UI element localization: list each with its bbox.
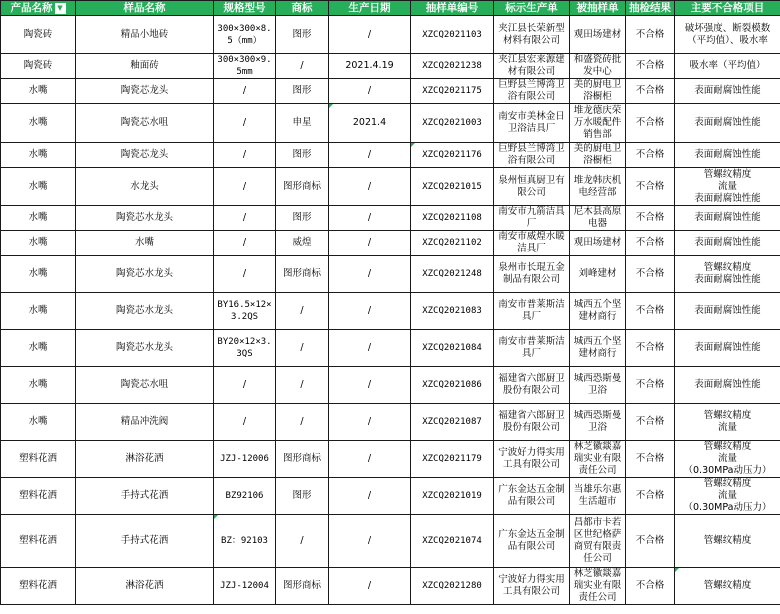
cell-maker[interactable]: 宁波好力得实用工具有限公司 — [494, 568, 570, 605]
cell-sample[interactable]: 水龙头 — [76, 168, 214, 206]
cell-seller[interactable]: 美的厨电卫浴橱柜 — [570, 143, 626, 168]
cell-date[interactable]: 2021.4 — [329, 104, 411, 143]
cell-sample[interactable]: 手持式花洒 — [76, 478, 214, 515]
cell-product[interactable]: 陶瓷砖 — [1, 54, 76, 79]
cell-result[interactable]: 不合格 — [626, 54, 675, 79]
cell-maker[interactable]: 泉州市长琨五金制品有限公司 — [494, 256, 570, 293]
cell-date[interactable]: / — [329, 256, 411, 293]
cell-date[interactable]: / — [329, 79, 411, 104]
cell-result[interactable]: 不合格 — [626, 404, 675, 441]
cell-result[interactable]: 不合格 — [626, 568, 675, 605]
cell-seller[interactable]: 观田场建材 — [570, 16, 626, 54]
cell-seller[interactable]: 林芝徽燚嘉瑞实业有限责任公司 — [570, 568, 626, 605]
cell-code[interactable]: XZCQ2021083 — [411, 293, 494, 330]
cell-brand[interactable]: 申星 — [276, 104, 329, 143]
cell-sample[interactable]: 精品小地砖 — [76, 16, 214, 54]
table-row — [1, 367, 780, 404]
cell-maker[interactable]: 巨野县兰博湾卫浴有限公司 — [494, 143, 570, 168]
header-maker[interactable]: 标示生产单 — [494, 1, 570, 16]
cell-result[interactable]: 不合格 — [626, 367, 675, 404]
cell-product[interactable]: 水嘴 — [1, 256, 76, 293]
cell-spec[interactable]: / — [214, 168, 276, 206]
cell-date[interactable]: / — [329, 16, 411, 54]
cell-code[interactable]: XZCQ2021074 — [411, 515, 494, 568]
table-row — [1, 404, 780, 441]
cell-items[interactable]: 表面耐腐蚀性能 — [675, 104, 780, 143]
cell-items[interactable]: 表面耐腐蚀性能 — [675, 231, 780, 256]
header-result[interactable]: 抽检结果 — [626, 1, 675, 16]
cell-date[interactable]: / — [329, 367, 411, 404]
cell-brand[interactable]: 图形 — [276, 478, 329, 515]
cell-result[interactable]: 不合格 — [626, 293, 675, 330]
cell-date[interactable]: / — [329, 441, 411, 478]
cell-product[interactable]: 塑料花洒 — [1, 478, 76, 515]
cell-seller[interactable]: 林芝徽燚嘉瑞实业有限责任公司 — [570, 441, 626, 478]
cell-seller[interactable]: 城西恐斯曼卫浴 — [570, 404, 626, 441]
cell-code[interactable]: XZCQ2021103 — [411, 16, 494, 54]
cell-product[interactable]: 水嘴 — [1, 293, 76, 330]
cell-maker[interactable]: 夹江县宏来源建材有限公司 — [494, 54, 570, 79]
cell-product[interactable]: 陶瓷砖 — [1, 16, 76, 54]
cell-maker[interactable]: 福建省六郎厨卫股份有限公司 — [494, 367, 570, 404]
cell-sample[interactable]: 釉面砖 — [76, 54, 214, 79]
cell-result[interactable]: 不合格 — [626, 231, 675, 256]
cell-seller[interactable]: 昌都市卡若区世纪格萨商贸有限责任公司 — [570, 515, 626, 568]
cell-items[interactable]: 管螺纹精度 流量 表面耐腐蚀性能 — [675, 168, 780, 206]
cell-code[interactable]: XZCQ2021248 — [411, 256, 494, 293]
cell-seller[interactable]: 刘峰建材 — [570, 256, 626, 293]
cell-result[interactable]: 不合格 — [626, 16, 675, 54]
table-row — [1, 293, 780, 330]
header-sample[interactable]: 样品名称 — [76, 1, 214, 16]
cell-code[interactable]: XZCQ2021280 — [411, 568, 494, 605]
cell-seller[interactable]: 美的厨电卫浴橱柜 — [570, 79, 626, 104]
cell-items[interactable]: 管螺纹精度 — [675, 568, 780, 605]
table-row — [1, 478, 780, 515]
cell-date[interactable]: / — [329, 143, 411, 168]
cell-items[interactable]: 表面耐腐蚀性能 — [675, 293, 780, 330]
filter-icon[interactable]: ▼ — [55, 3, 66, 14]
cell-date[interactable]: 2021.4.19 — [329, 54, 411, 79]
cell-code[interactable]: XZCQ2021084 — [411, 330, 494, 367]
cell-maker[interactable]: 宁波好力得实用工具有限公司 — [494, 441, 570, 478]
cell-seller[interactable]: 观田场建材 — [570, 231, 626, 256]
cell-maker[interactable]: 福建省六郎厨卫股份有限公司 — [494, 404, 570, 441]
cell-spec[interactable]: / — [214, 231, 276, 256]
table-row — [1, 206, 780, 231]
cell-spec[interactable]: JZJ-12004 — [214, 568, 276, 605]
cell-result[interactable]: 不合格 — [626, 206, 675, 231]
cell-brand[interactable]: / — [276, 54, 329, 79]
cell-maker[interactable]: 南安市威煌水暖洁具厂 — [494, 231, 570, 256]
cell-sample[interactable]: 陶瓷芯水龙头 — [76, 330, 214, 367]
cell-code[interactable]: XZCQ2021086 — [411, 367, 494, 404]
cell-date[interactable]: / — [329, 231, 411, 256]
cell-product[interactable]: 水嘴 — [1, 367, 76, 404]
cell-sample[interactable]: 陶瓷芯水龙头 — [76, 256, 214, 293]
header-code[interactable]: 抽样单编号 — [411, 1, 494, 16]
table-row — [1, 79, 780, 104]
cell-maker[interactable]: 南安市美林金日卫浴洁具厂 — [494, 104, 570, 143]
cell-sample[interactable]: 手持式花洒 — [76, 515, 214, 568]
cell-items[interactable]: 破坏强度、断裂模数（平均值）、吸水率 — [675, 16, 780, 54]
cell-product[interactable]: 水嘴 — [1, 206, 76, 231]
cell-sample[interactable]: 淋浴花洒 — [76, 568, 214, 605]
cell-items[interactable]: 表面耐腐蚀性能 — [675, 367, 780, 404]
cell-date[interactable]: / — [329, 168, 411, 206]
cell-sample[interactable]: 陶瓷芯水龙头 — [76, 293, 214, 330]
cell-code[interactable]: XZCQ2021176 — [411, 143, 494, 168]
cell-maker[interactable]: 南安市普莱斯洁具厂 — [494, 330, 570, 367]
cell-brand[interactable]: / — [276, 293, 329, 330]
cell-code[interactable]: XZCQ2021003 — [411, 104, 494, 143]
cell-items[interactable]: 管螺纹精度 表面耐腐蚀性能 — [675, 256, 780, 293]
cell-result[interactable]: 不合格 — [626, 441, 675, 478]
cell-sample[interactable]: 陶瓷芯水龙头 — [76, 206, 214, 231]
cell-date[interactable]: / — [329, 330, 411, 367]
table-row — [1, 104, 780, 143]
cell-items[interactable]: 表面耐腐蚀性能 — [675, 206, 780, 231]
cell-spec[interactable]: / — [214, 79, 276, 104]
cell-code[interactable]: XZCQ2021175 — [411, 79, 494, 104]
cell-spec[interactable]: / — [214, 367, 276, 404]
cell-code[interactable]: XZCQ2021102 — [411, 231, 494, 256]
cell-spec[interactable]: 300×300×9.5mm — [214, 54, 276, 79]
cell-sample[interactable]: 陶瓷芯龙头 — [76, 143, 214, 168]
header-product[interactable]: 产品名称 ▼ — [1, 1, 76, 16]
cell-brand[interactable]: 图形商标 — [276, 441, 329, 478]
cell-product[interactable]: 水嘴 — [1, 404, 76, 441]
cell-spec[interactable]: / — [214, 256, 276, 293]
cell-date[interactable]: / — [329, 206, 411, 231]
cell-result[interactable]: 不合格 — [626, 79, 675, 104]
cell-brand[interactable]: 图形商标 — [276, 568, 329, 605]
table-row — [1, 330, 780, 367]
cell-spec[interactable]: / — [214, 143, 276, 168]
cell-code[interactable]: XZCQ2021238 — [411, 54, 494, 79]
cell-product[interactable]: 水嘴 — [1, 168, 76, 206]
table-row — [1, 143, 780, 168]
cell-result[interactable]: 不合格 — [626, 168, 675, 206]
cell-brand[interactable]: 图形 — [276, 16, 329, 54]
header-date[interactable]: 生产日期 — [329, 1, 411, 16]
cell-spec[interactable]: BY20×12×3.3QS — [214, 330, 276, 367]
cell-result[interactable]: 不合格 — [626, 143, 675, 168]
header-seller[interactable]: 被抽样单 — [570, 1, 626, 16]
header-brand[interactable]: 商标 — [276, 1, 329, 16]
cell-seller[interactable]: 堆龙韩庆机电经营部 — [570, 168, 626, 206]
cell-spec[interactable]: BZ92106 — [214, 478, 276, 515]
cell-seller[interactable]: 城西五个坚建材商行 — [570, 330, 626, 367]
cell-items[interactable]: 表面耐腐蚀性能 — [675, 330, 780, 367]
cell-code[interactable]: XZCQ2021015 — [411, 168, 494, 206]
cell-seller[interactable]: 当雄乐尔惠生活超市 — [570, 478, 626, 515]
header-spec[interactable]: 规格型号 — [214, 1, 276, 16]
cell-result[interactable]: 不合格 — [626, 104, 675, 143]
cell-items[interactable]: 吸水率（平均值） — [675, 54, 780, 79]
cell-result[interactable]: 不合格 — [626, 515, 675, 568]
cell-product[interactable]: 水嘴 — [1, 231, 76, 256]
table-row — [1, 256, 780, 293]
cell-brand[interactable]: / — [276, 330, 329, 367]
cell-code[interactable]: XZCQ2021087 — [411, 404, 494, 441]
cell-date[interactable]: / — [329, 515, 411, 568]
cell-product[interactable]: 水嘴 — [1, 143, 76, 168]
cell-product[interactable]: 塑料花洒 — [1, 515, 76, 568]
cell-items[interactable]: 管螺纹精度 流量 （0.30MPa动压力） — [675, 478, 780, 515]
cell-spec[interactable]: / — [214, 104, 276, 143]
cell-brand[interactable]: 图形商标 — [276, 256, 329, 293]
cell-maker[interactable]: 广东金达五金制品有限公司 — [494, 478, 570, 515]
table-row — [1, 54, 780, 79]
cell-maker[interactable]: 夹江县长荣新型材料有限公司 — [494, 16, 570, 54]
cell-product[interactable]: 水嘴 — [1, 104, 76, 143]
cell-result[interactable]: 不合格 — [626, 256, 675, 293]
header-items[interactable]: 主要不合格项目 — [675, 1, 780, 16]
cell-seller[interactable]: 尼木县高原电器 — [570, 206, 626, 231]
cell-sample[interactable]: 陶瓷芯龙头 — [76, 79, 214, 104]
cell-date[interactable]: / — [329, 568, 411, 605]
cell-spec[interactable]: BZ：92103 — [214, 515, 276, 568]
cell-product[interactable]: 水嘴 — [1, 79, 76, 104]
table-row — [1, 168, 780, 206]
cell-seller[interactable]: 城西恐斯曼卫浴 — [570, 367, 626, 404]
cell-product[interactable]: 塑料花洒 — [1, 568, 76, 605]
cell-maker[interactable]: 南安市九箭洁具厂 — [494, 206, 570, 231]
cell-maker[interactable]: 广东金达五金制品有限公司 — [494, 515, 570, 568]
cell-spec[interactable]: 300×300×8.5（mm） — [214, 16, 276, 54]
cell-items[interactable]: 管螺纹精度 — [675, 515, 780, 568]
cell-date[interactable]: / — [329, 404, 411, 441]
cell-brand[interactable]: / — [276, 367, 329, 404]
cell-sample[interactable]: 陶瓷芯水咀 — [76, 104, 214, 143]
cell-spec[interactable]: / — [214, 404, 276, 441]
cell-brand[interactable]: 威煌 — [276, 231, 329, 256]
cell-code[interactable]: XZCQ2021179 — [411, 441, 494, 478]
table-row — [1, 231, 780, 256]
cell-brand[interactable]: / — [276, 515, 329, 568]
cell-brand[interactable]: 图形商标 — [276, 168, 329, 206]
cell-result[interactable]: 不合格 — [626, 478, 675, 515]
cell-items[interactable]: 表面耐腐蚀性能 — [675, 79, 780, 104]
cell-seller[interactable]: 城西五个坚建材商行 — [570, 293, 626, 330]
header-row — [1, 1, 780, 16]
cell-maker[interactable]: 泉州恒真厨卫有限公司 — [494, 168, 570, 206]
cell-brand[interactable]: 图形 — [276, 143, 329, 168]
cell-code[interactable]: XZCQ2021019 — [411, 478, 494, 515]
cell-sample[interactable]: 水嘴 — [76, 231, 214, 256]
cell-brand[interactable]: 图形 — [276, 79, 329, 104]
cell-result[interactable]: 不合格 — [626, 330, 675, 367]
cell-date[interactable]: / — [329, 478, 411, 515]
cell-spec[interactable]: BY16.5×12×3.2QS — [214, 293, 276, 330]
cell-items[interactable]: 表面耐腐蚀性能 — [675, 143, 780, 168]
cell-seller[interactable]: 堆龙德庆荣万水暖配件销售部 — [570, 104, 626, 143]
cell-brand[interactable]: 图形 — [276, 206, 329, 231]
table-row — [1, 515, 780, 568]
cell-brand[interactable]: / — [276, 404, 329, 441]
cell-sample[interactable]: 精品冲洗阀 — [76, 404, 214, 441]
cell-product[interactable]: 水嘴 — [1, 330, 76, 367]
cell-seller[interactable]: 和盛瓷砖批发中心 — [570, 54, 626, 79]
cell-spec[interactable]: JZJ-12006 — [214, 441, 276, 478]
cell-items[interactable]: 管螺纹精度 流量 （0.30MPa动压力） — [675, 441, 780, 478]
table-row — [1, 441, 780, 478]
cell-items[interactable]: 管螺纹精度 流量 — [675, 404, 780, 441]
table-row — [1, 16, 780, 54]
table-row — [1, 568, 780, 605]
cell-sample[interactable]: 陶瓷芯水咀 — [76, 367, 214, 404]
cell-code[interactable]: XZCQ2021108 — [411, 206, 494, 231]
cell-product[interactable]: 塑料花洒 — [1, 441, 76, 478]
cell-spec[interactable]: / — [214, 206, 276, 231]
cell-date[interactable]: / — [329, 293, 411, 330]
cell-maker[interactable]: 巨野县兰博湾卫浴有限公司 — [494, 79, 570, 104]
cell-sample[interactable]: 淋浴花洒 — [76, 441, 214, 478]
cell-maker[interactable]: 南安市普莱斯洁具厂 — [494, 293, 570, 330]
